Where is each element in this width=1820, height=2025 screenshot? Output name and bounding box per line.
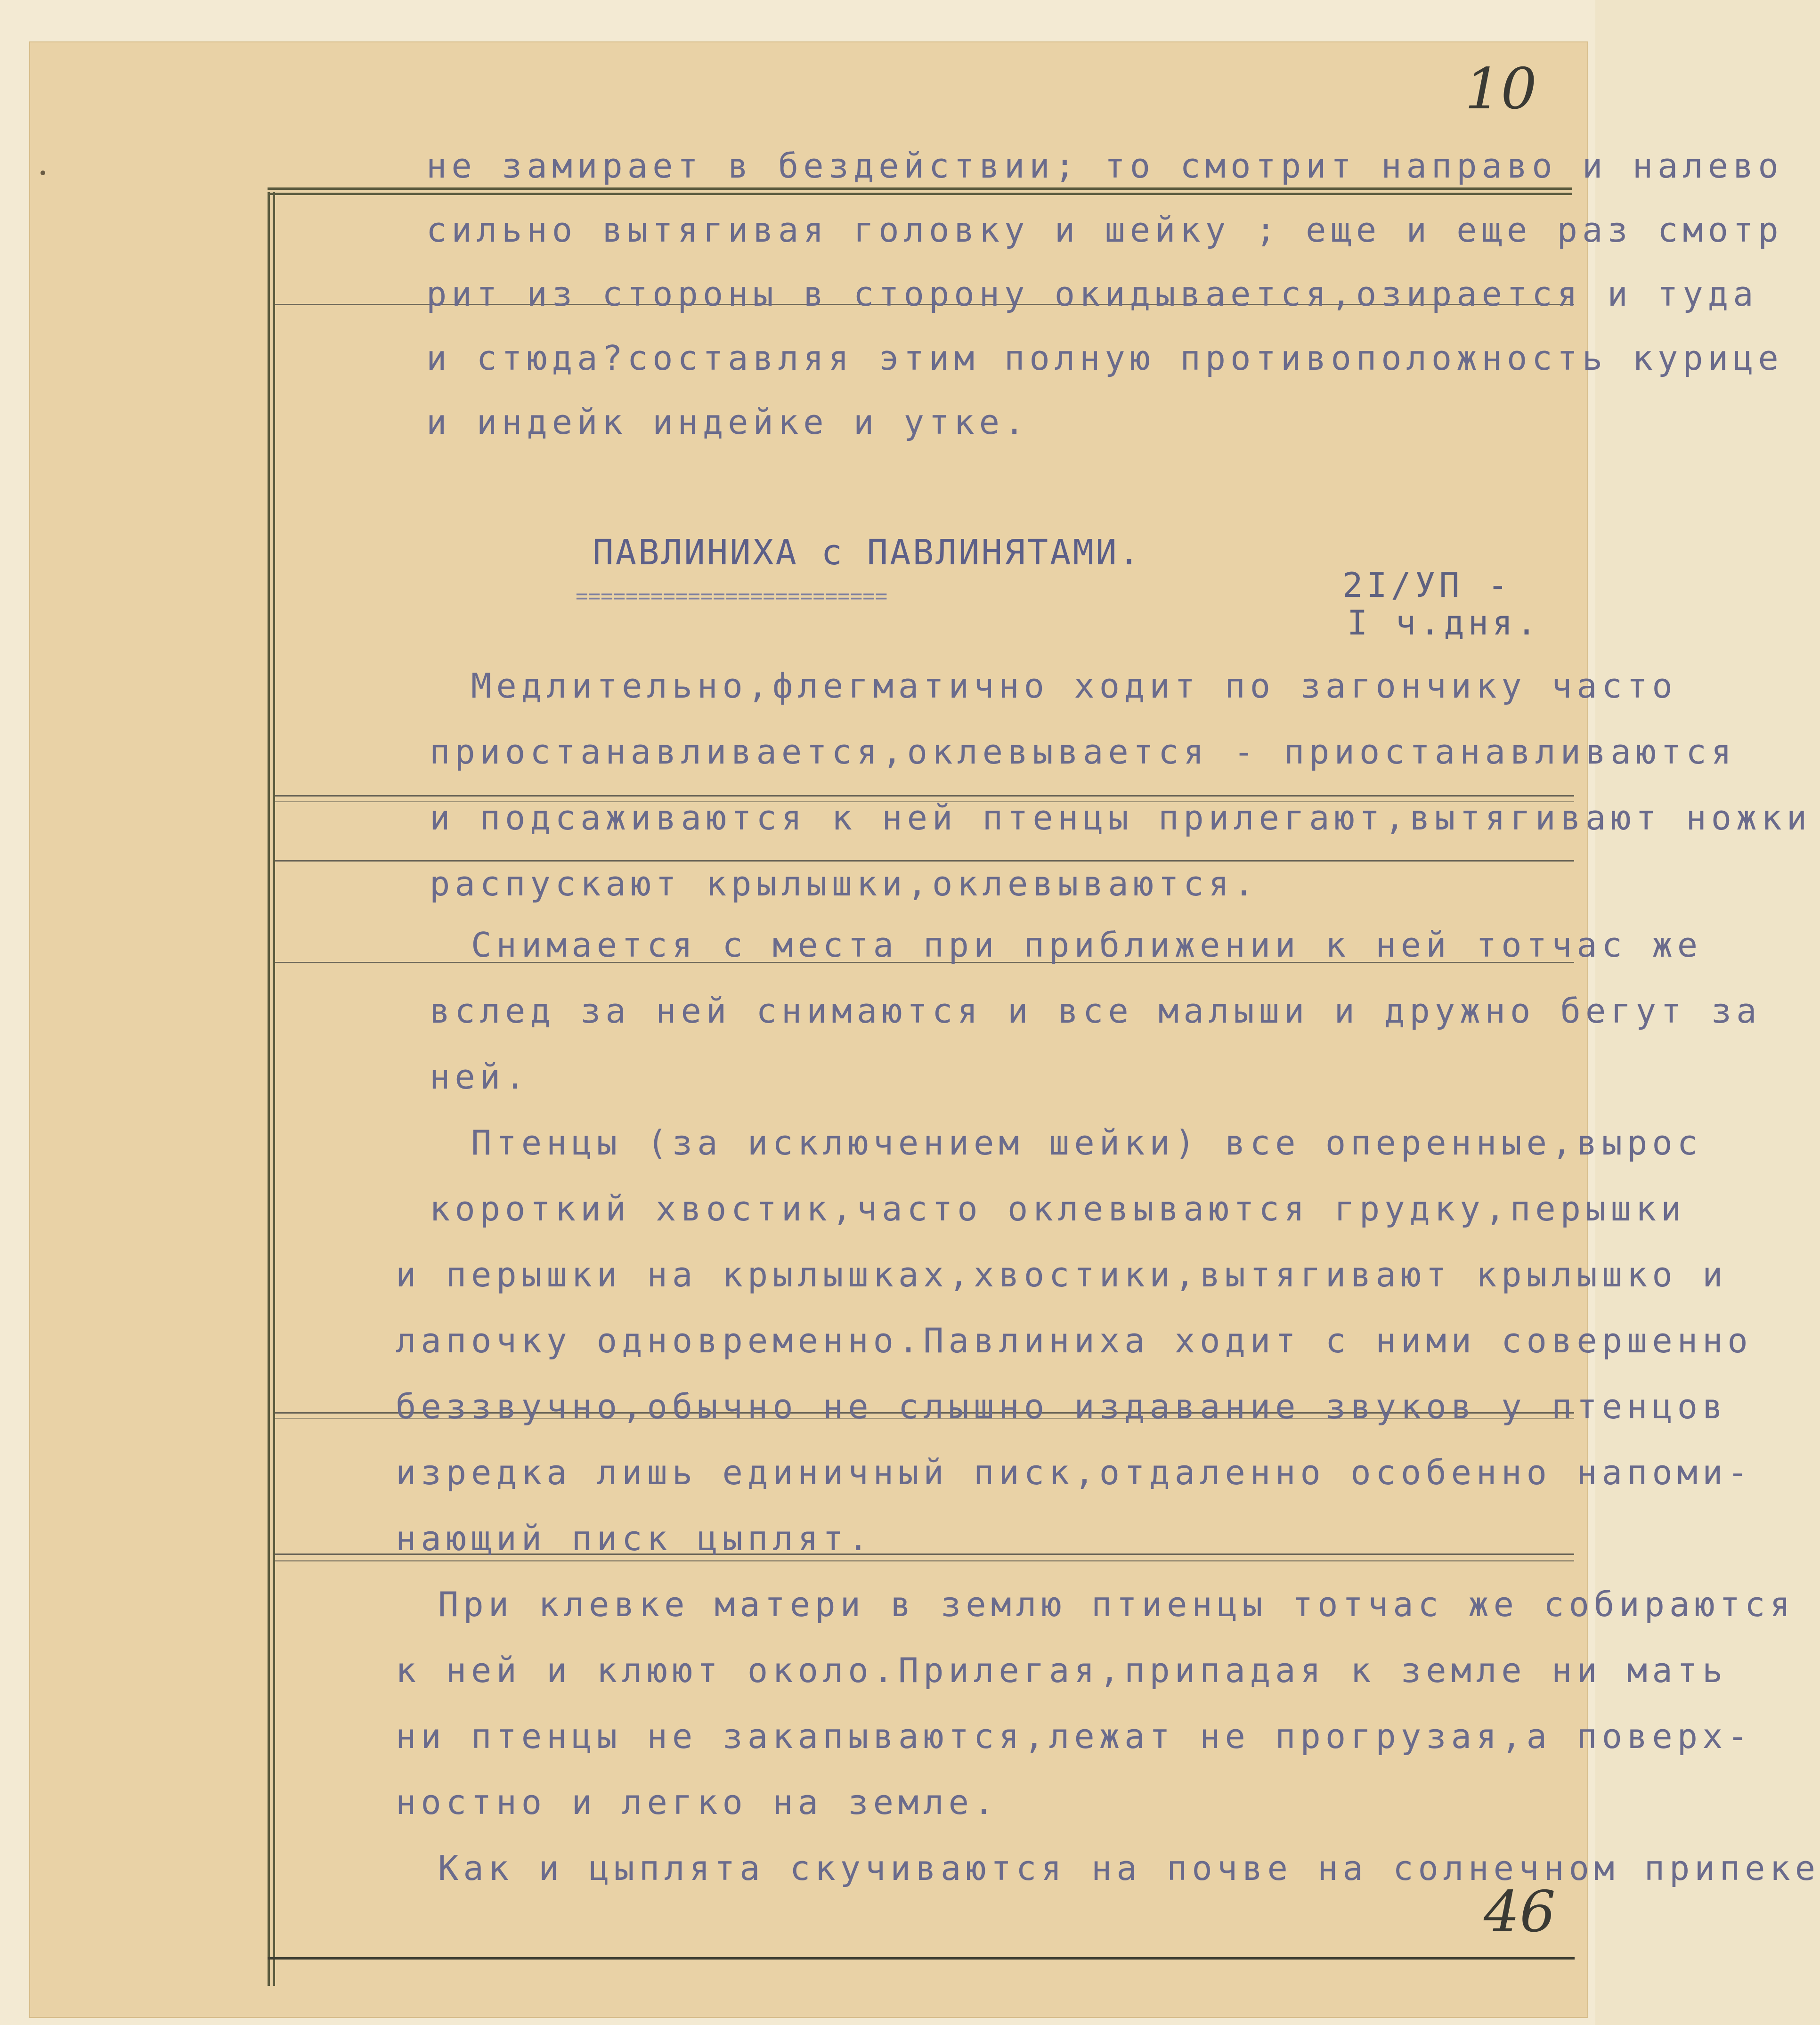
text-line: и подсаживаются к ней птенцы прилегают,вытягивают ножки [430,798,1812,838]
text-line: Как и цыплята скучиваются на почве на солнечном припеке [438,1848,1820,1888]
text-line: лапочку одновременно.Павлиниха ходит с ними совершенно [396,1321,1753,1360]
text-line: и индейк индейке и утке. [426,402,1030,442]
text-line: нающий писк цыплят. [396,1519,873,1558]
text-line: приостанавливается,оклевывается - приостанавливаются [430,732,1737,772]
time-line: I ч.дня. [1347,603,1541,642]
text-line: не замирает в бездействии; то смотрит направо и налево [426,146,1783,186]
text-line: При клевке матери в землю птиенцы тотчас же собираются [438,1585,1795,1624]
text-line: изредка лишь единичный писк,отдаленно особенно напоми- [396,1453,1753,1492]
text-line: ностно и легко на земле. [396,1782,999,1822]
bottom-rule [268,1957,1575,1960]
text-line: и перышки на крылышках,хвостики,вытягивают крылышко и [396,1255,1728,1294]
text-line: ни птенцы не закапываются,лежат не прогрузая,а поверх- [396,1716,1753,1756]
ruled-line [275,860,1574,862]
page-number-top: 10 [1465,57,1537,122]
page-number-bottom: 46 [1484,1879,1556,1945]
text-line: беззвучно,обычно не слышно издавание звуков у птенцов [396,1387,1728,1426]
text-line: ней. [430,1057,530,1097]
text-line: к ней и клюют около.Прилегая,припадая к земле ни мать [396,1651,1728,1690]
text-line: Медлительно,флегматично ходит по загончику часто [471,666,1677,706]
date-line: 2I/УП - [1342,565,1512,605]
punch-mark [41,171,45,175]
text-line: распускают крылышки,оклевываются. [430,864,1259,903]
text-line: Птенцы (за исключением шейки) все оперенные,вырос [471,1123,1703,1163]
text-line: вслед за ней снимаются и все малыши и дружно бегут за [430,991,1762,1031]
ruled-line [275,1560,1574,1561]
margin-frame-horizontal [268,187,1572,195]
text-line: сильно вытягивая головку и шейку ; еще и еще раз смотр [426,210,1783,250]
text-line: Снимается с места при приближении к ней тотчас же [471,925,1703,965]
text-line: короткий хвостик,часто оклевываются грудку,перышки [430,1189,1686,1228]
text-line: и стюда?составляя этим полную противоположность курице [426,338,1783,378]
ruled-line [275,795,1574,797]
title-underline: ========================= [576,584,888,608]
section-title: ПАВЛИНИХА с ПАВЛИНЯТАМИ. [593,532,1142,573]
text-line: рит из стороны в сторону окидывается,озирается и туда [426,274,1758,314]
margin-frame-vertical [268,192,275,1986]
